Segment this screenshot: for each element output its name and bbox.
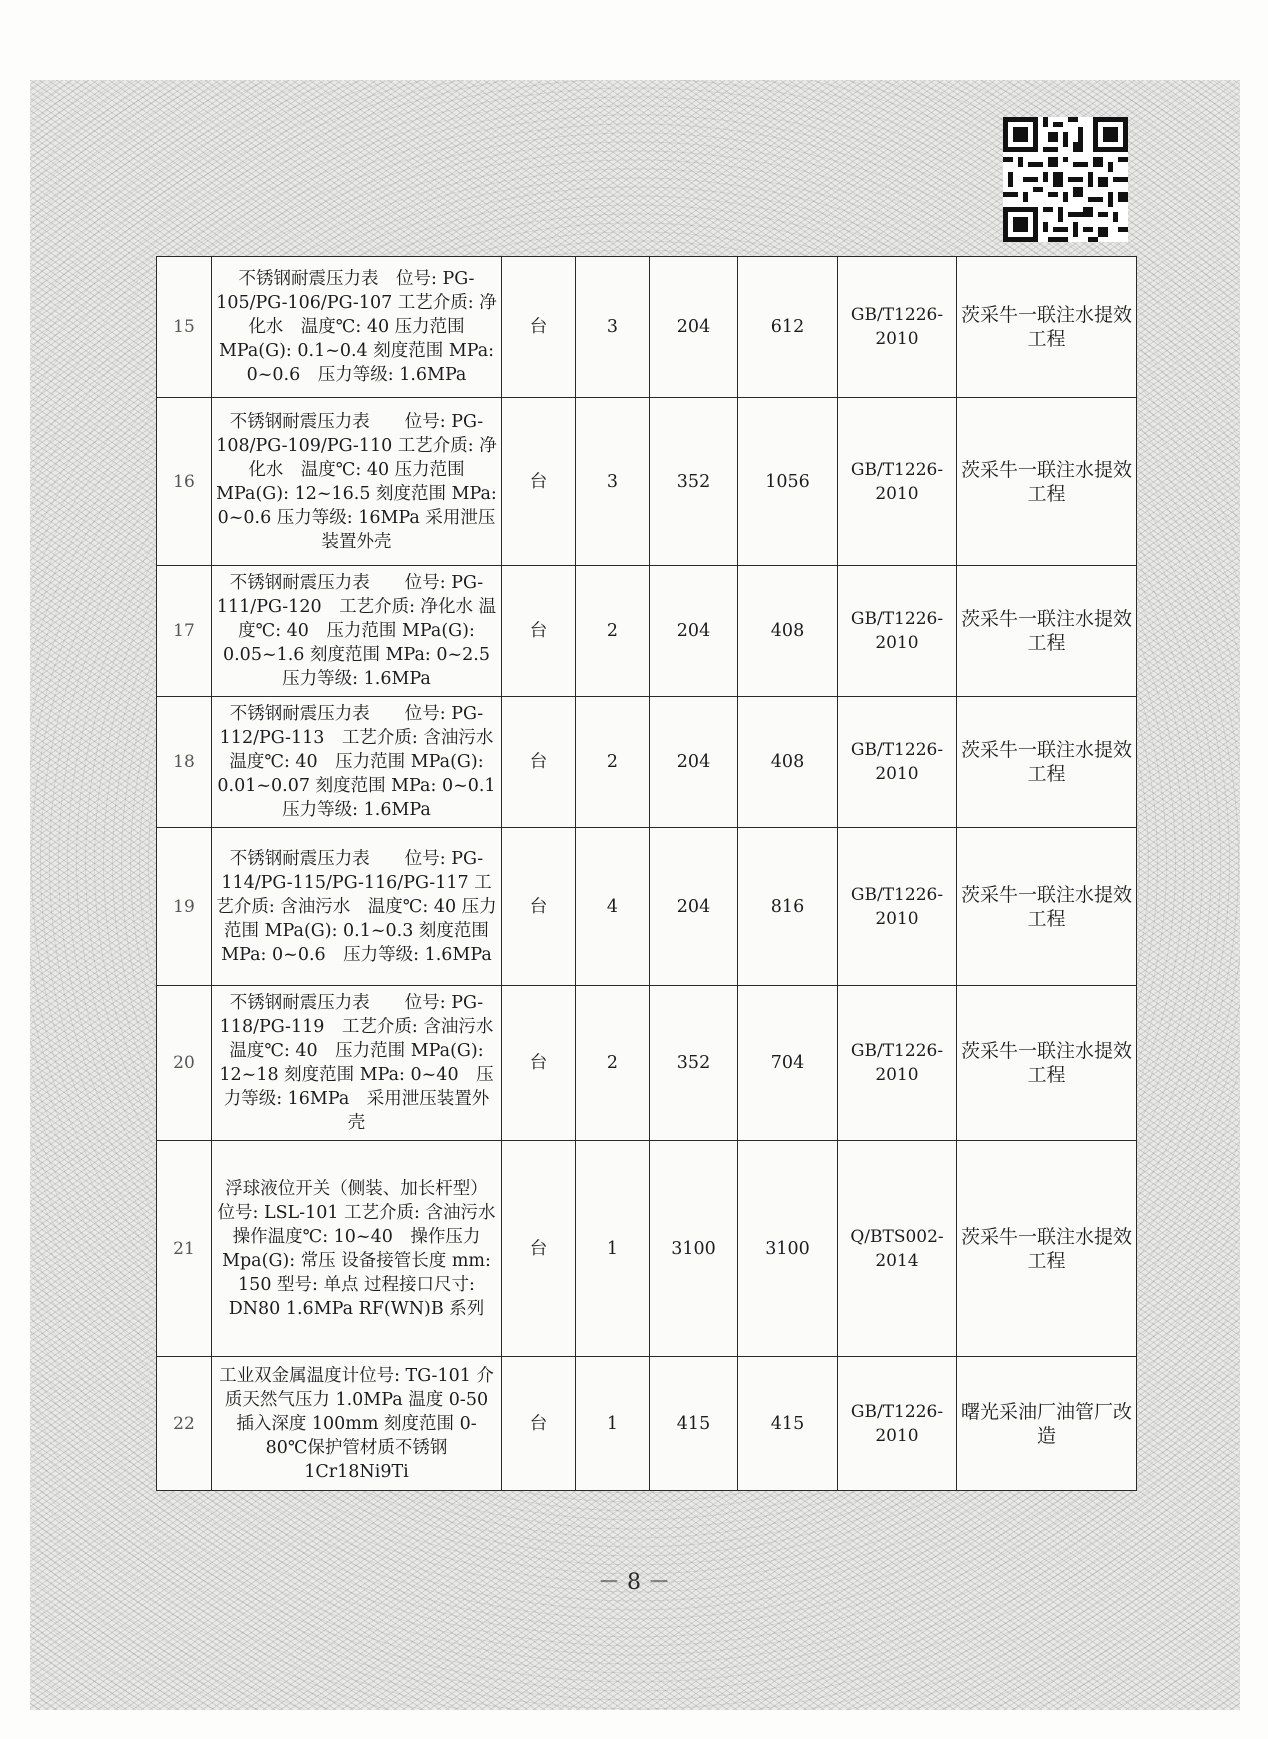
total-cell: 612 (738, 257, 838, 398)
standard-cell: GB/T1226-2010 (838, 697, 957, 828)
row-number: 19 (157, 828, 212, 986)
standard-cell: GB/T1226-2010 (838, 828, 957, 986)
row-number: 21 (157, 1141, 212, 1357)
item-description: 不锈钢耐震压力表 位号: PG-112/PG-113 工艺介质: 含油污水 温度℃: 40 压力范围 MPa(G): 0.01~0.07 刻度范围 MPa: 0~0.1 压力等级: 1.6MPa (212, 697, 502, 828)
unit-cell: 台 (502, 566, 576, 697)
total-cell: 415 (738, 1357, 838, 1491)
item-description: 工业双金属温度计位号: TG-101 介质天然气压力 1.0MPa 温度 0-50 插入深度 100mm 刻度范围 0-80℃保护管材质不锈钢 1Cr18Ni9Ti (212, 1357, 502, 1491)
row-number: 17 (157, 566, 212, 697)
project-cell: 茨采牛一联注水提效工程 (957, 1141, 1137, 1357)
project-cell: 曙光采油厂油管厂改造 (957, 1357, 1137, 1491)
total-cell: 816 (738, 828, 838, 986)
total-cell: 704 (738, 986, 838, 1141)
unit-cell: 台 (502, 828, 576, 986)
row-number: 16 (157, 398, 212, 566)
row-number: 18 (157, 697, 212, 828)
project-cell: 茨采牛一联注水提效工程 (957, 828, 1137, 986)
quantity-cell: 2 (576, 986, 650, 1141)
item-description: 浮球液位开关（侧装、加长杆型） 位号: LSL-101 工艺介质: 含油污水 操作温度℃: 10~40 操作压力 Mpa(G): 常压 设备接管长度 mm: 150 型号: 单点 过程接口尺寸: DN80 1.6MPa RF(WN)B 系列 (212, 1141, 502, 1357)
unit-price-cell: 204 (650, 697, 738, 828)
table-row (157, 566, 1137, 697)
unit-price-cell: 415 (650, 1357, 738, 1491)
unit-price-cell: 352 (650, 398, 738, 566)
item-description: 不锈钢耐震压力表 位号: PG-105/PG-106/PG-107 工艺介质: 净化水 温度℃: 40 压力范围 MPa(G): 0.1~0.4 刻度范围 MPa: 0~0.6 压力等级: 1.6MPa (212, 257, 502, 398)
table-row (157, 257, 1137, 398)
equipment-table (156, 256, 1137, 1491)
unit-price-cell: 352 (650, 986, 738, 1141)
project-cell: 茨采牛一联注水提效工程 (957, 986, 1137, 1141)
table-row (157, 1141, 1137, 1357)
unit-cell: 台 (502, 697, 576, 828)
table-row (157, 398, 1137, 566)
quantity-cell: 2 (576, 697, 650, 828)
item-description: 不锈钢耐震压力表 位号: PG-108/PG-109/PG-110 工艺介质: 净化水 温度℃: 40 压力范围 MPa(G): 12~16.5 刻度范围 MPa: 0~0.6 压力等级: 16MPa 采用泄压装置外壳 (212, 398, 502, 566)
unit-price-cell: 3100 (650, 1141, 738, 1357)
total-cell: 408 (738, 566, 838, 697)
standard-cell: GB/T1226-2010 (838, 398, 957, 566)
row-number: 15 (157, 257, 212, 398)
standard-cell: GB/T1226-2010 (838, 1357, 957, 1491)
table-row (157, 697, 1137, 828)
unit-cell: 台 (502, 1357, 576, 1491)
project-cell: 茨采牛一联注水提效工程 (957, 398, 1137, 566)
quantity-cell: 1 (576, 1141, 650, 1357)
table-row (157, 1357, 1137, 1491)
unit-cell: 台 (502, 986, 576, 1141)
quantity-cell: 1 (576, 1357, 650, 1491)
total-cell: 408 (738, 697, 838, 828)
total-cell: 3100 (738, 1141, 838, 1357)
unit-cell: 台 (502, 398, 576, 566)
total-cell: 1056 (738, 398, 838, 566)
quantity-cell: 4 (576, 828, 650, 986)
project-cell: 茨采牛一联注水提效工程 (957, 697, 1137, 828)
qr-code (1003, 117, 1128, 242)
standard-cell: Q/BTS002-2014 (838, 1141, 957, 1357)
item-description: 不锈钢耐震压力表 位号: PG-111/PG-120 工艺介质: 净化水 温度℃: 40 压力范围 MPa(G): 0.05~1.6 刻度范围 MPa: 0~2.5 压力等级: 1.6MPa (212, 566, 502, 697)
unit-price-cell: 204 (650, 828, 738, 986)
table-row (157, 828, 1137, 986)
unit-cell: 台 (502, 1141, 576, 1357)
table-row (157, 986, 1137, 1141)
row-number: 20 (157, 986, 212, 1141)
row-number: 22 (157, 1357, 212, 1491)
quantity-cell: 3 (576, 257, 650, 398)
unit-cell: 台 (502, 257, 576, 398)
standard-cell: GB/T1226-2010 (838, 566, 957, 697)
quantity-cell: 3 (576, 398, 650, 566)
standard-cell: GB/T1226-2010 (838, 986, 957, 1141)
unit-price-cell: 204 (650, 257, 738, 398)
project-cell: 茨采牛一联注水提效工程 (957, 257, 1137, 398)
page-number: － 8 － (598, 1570, 670, 1595)
quantity-cell: 2 (576, 566, 650, 697)
unit-price-cell: 204 (650, 566, 738, 697)
item-description: 不锈钢耐震压力表 位号: PG-114/PG-115/PG-116/PG-117 工艺介质: 含油污水 温度℃: 40 压力范围 MPa(G): 0.1~0.3 刻度范围 MPa: 0~0.6 压力等级: 1.6MPa (212, 828, 502, 986)
standard-cell: GB/T1226-2010 (838, 257, 957, 398)
project-cell: 茨采牛一联注水提效工程 (957, 566, 1137, 697)
item-description: 不锈钢耐震压力表 位号: PG-118/PG-119 工艺介质: 含油污水 温度℃: 40 压力范围 MPa(G): 12~18 刻度范围 MPa: 0~40 压力等级: 16MPa 采用泄压装置外壳 (212, 986, 502, 1141)
